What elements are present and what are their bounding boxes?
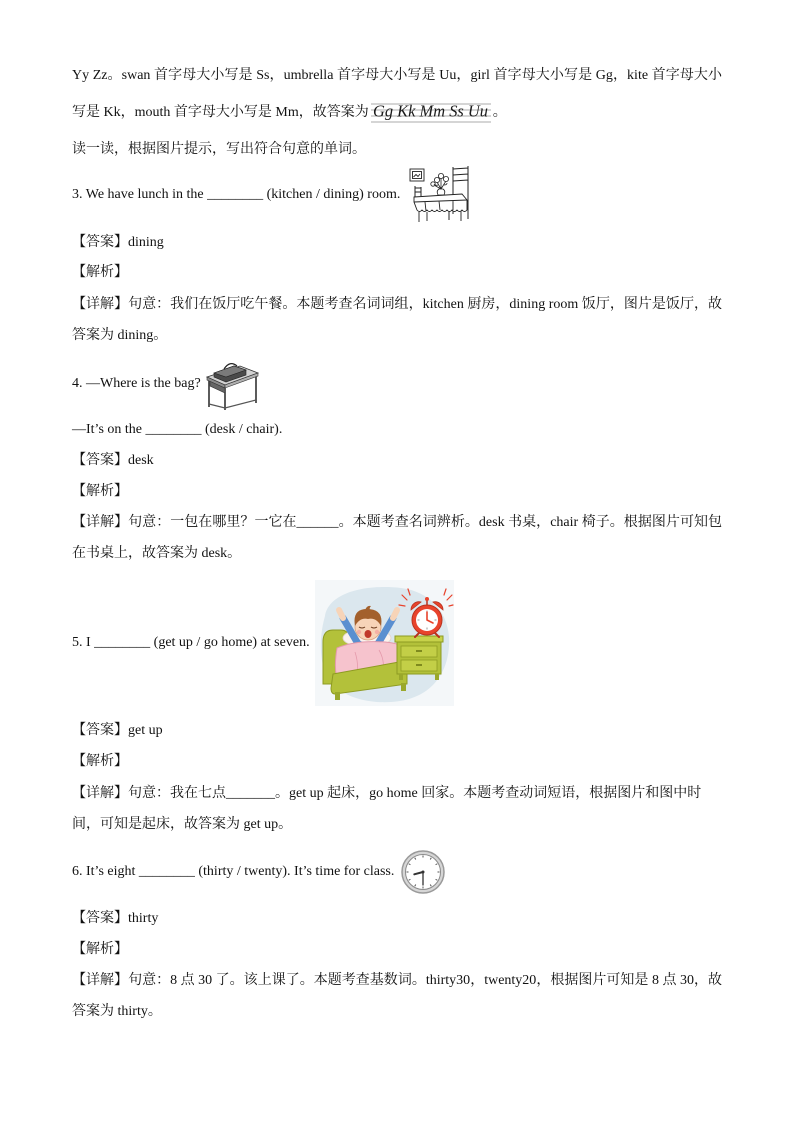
q3-detail-line-1 xyxy=(72,295,722,315)
intro-text-end: 。 xyxy=(492,105,507,120)
tablecloth xyxy=(414,194,467,212)
q4-answer-line xyxy=(72,451,154,471)
answer-label: 【答案】 xyxy=(72,911,128,926)
q4-prompt-reply: —It’s on the ________ (desk / chair). xyxy=(72,422,283,437)
desk-with-bag-picture xyxy=(204,357,260,411)
handwritten-answer-grid xyxy=(371,102,491,124)
q5-answer: get up xyxy=(128,723,163,738)
q6-detail-text-1: 句意：8 点 30 了。该上课了。本题考查基数词。thirty30，twenty20，根据图片可知是 8 点 30，故 xyxy=(128,973,723,988)
ladder-back-chair xyxy=(449,166,468,220)
q5-analysis-label: 【解析】 xyxy=(72,754,128,769)
q5-detail-text-1: 句意：我在七点_______。get up 起床，go home 回家。本题考查动词短语，根据图片和图中时 xyxy=(128,786,702,801)
q4-analysis-label: 【解析】 xyxy=(72,484,128,499)
wall-clock-picture xyxy=(400,848,446,896)
dining-room-picture xyxy=(405,166,471,224)
child-waking-up-picture xyxy=(315,580,454,706)
intro-text-before-answer: 写是 Kk，mouth 首字母大小写是 Mm，故答案为 xyxy=(72,105,369,120)
detail-label: 【详解】 xyxy=(72,297,129,312)
q3-prompt-row xyxy=(72,166,471,224)
intro-line-1: Yy Zz。swan 首字母大小写是 Ss，umbrella 首字母大小写是 Uu，girl 首字母大小写是 Gg，kite 首字母大小 xyxy=(72,68,722,83)
answer-label: 【答案】 xyxy=(72,723,128,738)
section-instruction: 读一读，根据图片提示，写出符合句意的单词。 xyxy=(72,142,366,157)
q5-answer-line xyxy=(72,721,163,741)
q4-detail-text-1: 句意：一包在哪里？一它在______。本题考查名词辨析。desk 书桌，chair 椅子。根据图片可知包 xyxy=(128,515,723,530)
dining-table xyxy=(414,194,467,222)
q4-prompt-row xyxy=(72,357,260,411)
q5-detail-line-2: 间，可知是起床，故答案为 get up。 xyxy=(72,817,293,832)
q5-prompt: 5. I ________ (get up / go home) at seven. xyxy=(72,635,310,650)
handwritten-answer: Gg Kk Mm Ss Uu xyxy=(372,102,488,121)
q6-detail-line-2: 答案为 thirty。 xyxy=(72,1004,162,1019)
nightstand xyxy=(395,636,443,680)
flower-vase xyxy=(431,173,449,195)
q4-prompt-question: 4. —Where is the bag? xyxy=(72,376,201,391)
intro-line-2 xyxy=(72,102,507,124)
q3-detail-line-2: 答案为 dining。 xyxy=(72,328,168,343)
q3-answer: dining xyxy=(128,235,164,250)
q5-detail-line-1 xyxy=(72,784,701,804)
q5-prompt-row xyxy=(72,580,454,706)
q6-answer: thirty xyxy=(128,911,159,926)
detail-label: 【详解】 xyxy=(72,515,129,530)
q6-prompt: 6. It’s eight ________ (thirty / twenty). It’s time for class. xyxy=(72,864,395,879)
q3-answer-line xyxy=(72,233,164,253)
q6-answer-line xyxy=(72,909,158,929)
wall-picture-frame xyxy=(410,169,424,181)
q4-answer: desk xyxy=(128,453,154,468)
q6-detail-line-1 xyxy=(72,971,722,991)
table-legs xyxy=(419,211,461,222)
q3-prompt: 3. We have lunch in the ________ (kitchen / dining) room. xyxy=(72,187,401,202)
detail-label: 【详解】 xyxy=(72,973,129,988)
q4-detail-line-1 xyxy=(72,513,722,533)
q6-prompt-row xyxy=(72,848,446,896)
q3-detail-text-1: 句意：我们在饭厅吃午餐。本题考查名词词组，kitchen 厨房，dining room 饭厅，图片是饭厅，故 xyxy=(128,297,723,312)
answer-label: 【答案】 xyxy=(72,235,128,250)
left-chair xyxy=(415,186,421,197)
answer-label: 【答案】 xyxy=(72,453,128,468)
q4-detail-line-2: 在书桌上，故答案为 desk。 xyxy=(72,546,242,561)
q6-analysis-label: 【解析】 xyxy=(72,942,128,957)
q3-analysis-label: 【解析】 xyxy=(72,265,128,280)
detail-label: 【详解】 xyxy=(72,786,128,801)
